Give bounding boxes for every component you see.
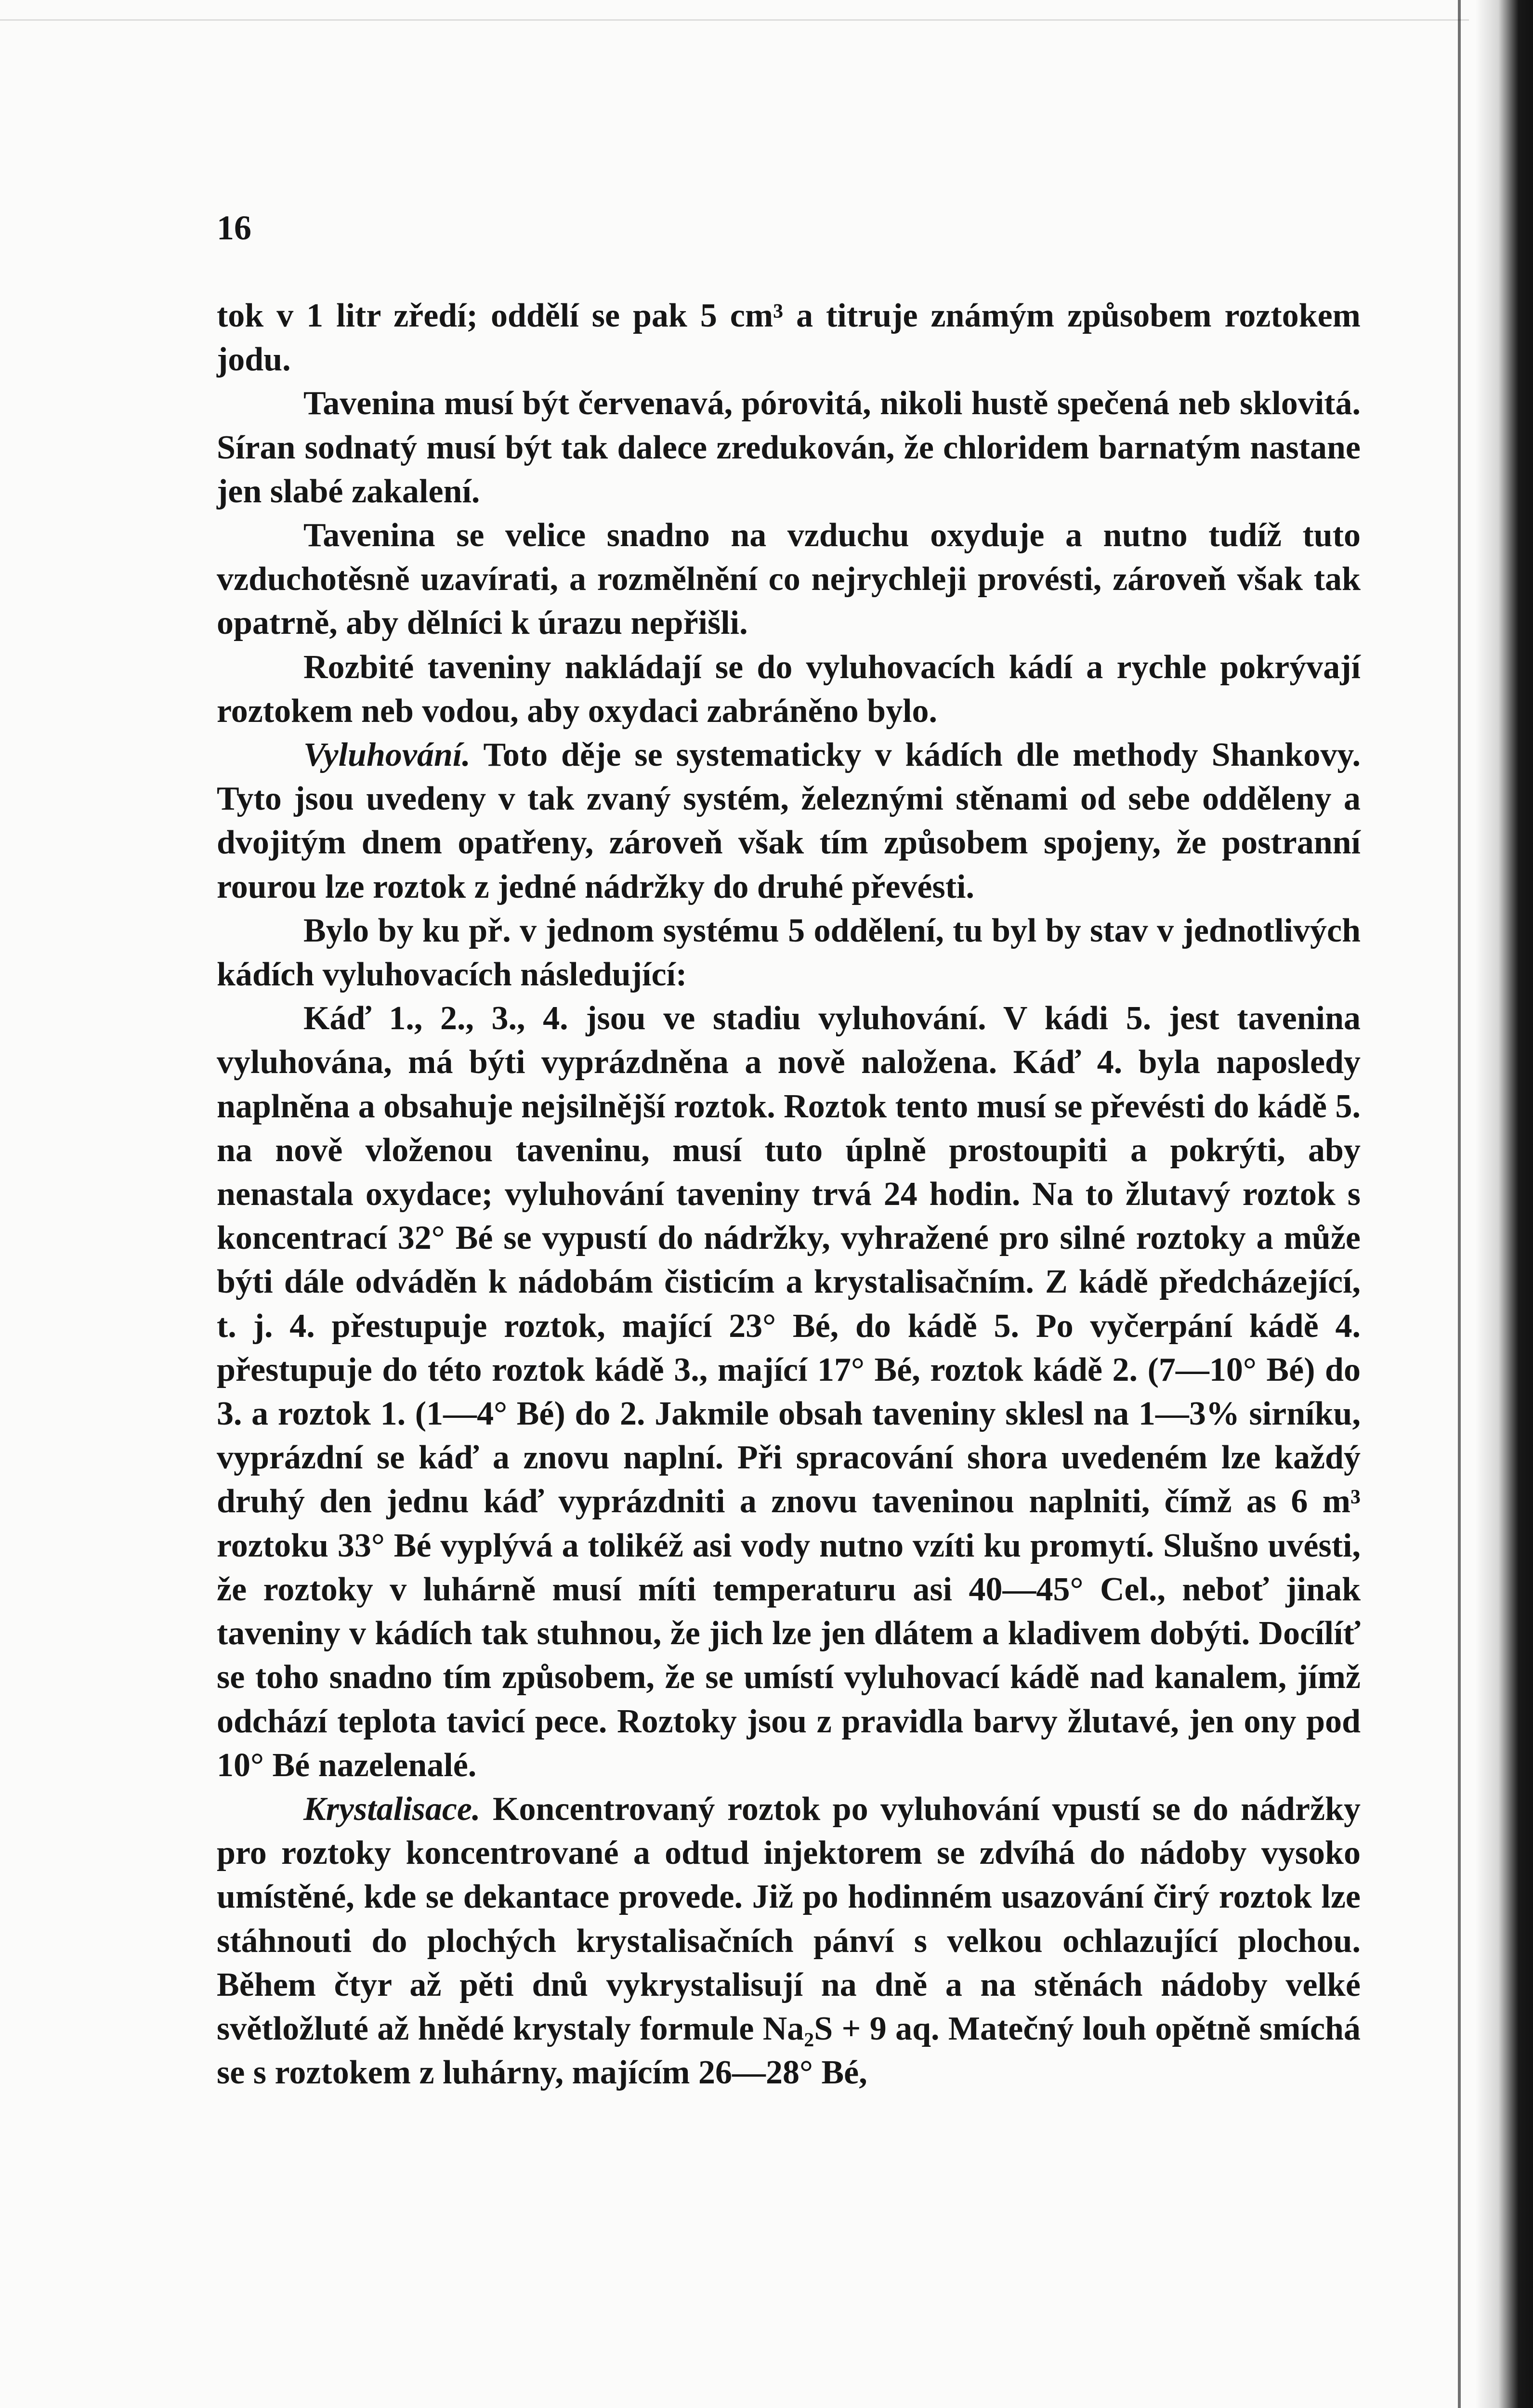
paragraph-7: Káď 1., 2., 3., 4. jsou ve stadiu vyluhování. V kádi 5. jest tavenina vyluhována, má býti vyprázdněna a nově naložena. Káď 4. byla naposledy naplněna a obsahuje nejsilnější roztok. Roztok tento musí se převésti do kádě 5. na nově vloženou taveninu, musí tuto úplně prostoupiti a pokrýti, aby nenastala oxydace; vyluhování taveniny trvá 24 hodin. Na to žlutavý roztok s koncentrací 32° Bé se vypustí do nádržky, vyhražené pro silné roztoky a může býti dále odváděn k nádobám čisticím a krystalisačním. Z kádě předcházející, t. j. 4. přestupuje roztok, mající 23° Bé, do kádě 5. Po vyčerpání kádě 4. přestupuje do této roztok kádě 3., mající 17° Bé, roztok kádě 2. (7—10° Bé) do 3. a roztok 1. (1—4° Bé) do 2. Jakmile obsah taveniny sklesl na 1—3% sirníku, vyprázdní se káď a znovu naplní. Při spracování shora uvedeném lze každý druhý den jednu káď vyprázdniti a znovu taveninou naplniti, čímž as 6 m³ roztoku 33° Bé vyplývá a tolikéž asi vody nutno vzíti ku promytí. Slušno uvésti, že roztoky v luhárně musí míti temperaturu asi 40—45° Cel., neboť jinak taveniny v kádích tak stuhnou, že jich lze jen dlátem a kladivem dobýti. Docílíť se toho snadno tím způsobem, že se umístí vyluhovací kádě nad kanalem, jímž odchází teplota tavicí pece. Roztoky jsou z pravidla barvy žlutavé, jen ony pod 10° Bé nazelenalé.: [217, 1000, 1361, 1784]
binding-shadow: [1475, 0, 1533, 2408]
paragraph-8: [217, 1787, 1361, 2094]
paragraph-5: [217, 733, 1361, 909]
section-title-krystalisace: Krystalisace.: [303, 1790, 481, 1828]
paragraph-4: Rozbité taveniny nakládají se do vyluhovacích kádí a rychle pokrývají roztokem neb vodou, aby oxydaci zabráněno bylo.: [217, 648, 1361, 730]
paragraph-8-text: Koncentrovaný roztok po vyluhování vpustí se do nádržky pro roztoky koncentrované a odtud injektorem se zdvíhá do nádoby vysoko umístěné, kde se dekantace provede. Již po hodinném usazování čirý roztok lze stáhnouti do plochých krystalisačních pánví s velkou ochlazující plochou. Během čtyr až pěti dnů vykrystalisují na dně a na stěnách nádoby velké světložluté až hnědé krystaly formule Na₂S + 9 aq. Matečný louh opětně smíchá se s roztokem z luhárny, majícím 26—28° Bé,: [217, 1790, 1361, 2092]
paragraph-6: Bylo by ku př. v jednom systému 5 oddělení, tu byl by stav v jednotlivých kádích vyluhovacích následující:: [217, 912, 1361, 994]
page-edge-line: [1458, 0, 1461, 2408]
paragraph-3: Tavenina se velice snadno na vzduchu oxyduje a nutno tudíž tuto vzduchotěsně uzavírati, a rozmělnění co nejrychleji provésti, zároveň však tak opatrně, aby dělníci k úrazu nepřišli.: [217, 517, 1361, 642]
paragraph-2: Tavenina musí být červenavá, pórovitá, nikoli hustě spečená neb sklovitá. Síran sodnatý musí být tak dalece zredukován, že chloridem barnatým nastane jen slabé zakalení.: [217, 385, 1361, 510]
top-scan-rule: [0, 19, 1469, 21]
body-text: [217, 294, 1361, 2094]
paragraph-5-text: Toto děje se systematicky v kádích dle methody Shankovy. Tyto jsou uvedeny v tak zvaný systém, železnými stěnami od sebe odděleny a dvojitým dnem opatřeny, zároveň však tím způsobem spojeny, že postranní rourou lze roztok z jedné nádržky do druhé převésti.: [217, 736, 1361, 905]
paragraph-1: tok v 1 litr zředí; oddělí se pak 5 cm³ a titruje známým způsobem roztokem jodu.: [217, 297, 1361, 379]
section-title-vyluhovani: Vyluhování.: [303, 736, 471, 774]
page-number: 16: [217, 209, 251, 247]
